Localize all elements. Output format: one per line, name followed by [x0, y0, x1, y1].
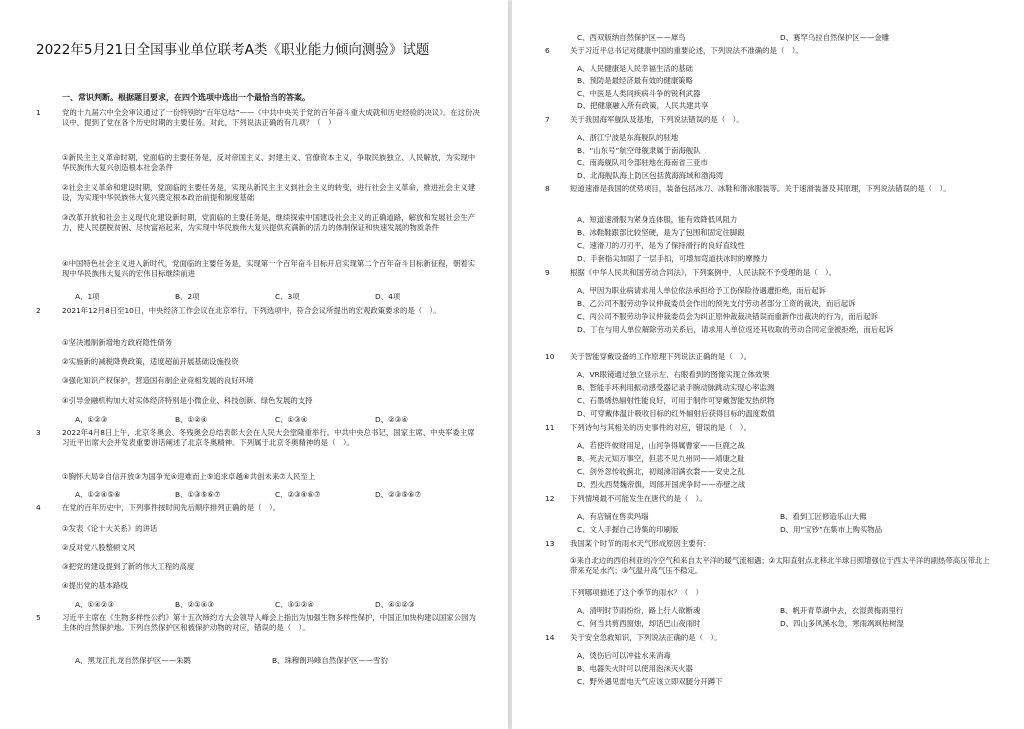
- option-a: A、人民健康是人民幸福生活的基础: [577, 64, 693, 73]
- option-a: A、清明时节雨纷纷，路上行人欲断魂: [577, 606, 701, 615]
- option-b: B、2项: [175, 292, 200, 301]
- option-c: C、③①②④: [275, 600, 315, 609]
- option-d: D、烈火西焚魏帝旗，周郎开国虎争时——赤壁之战: [577, 480, 746, 489]
- option-b: B、乙公司不服劳动争议仲裁委员会作出的预先支付劳动者部分工资的裁决，而后起诉: [577, 299, 856, 308]
- page-title: 2022年5月21日全国事业单位联考A类《职业能力倾向测验》试题: [36, 42, 430, 58]
- option-b: B、智能手环利用振动感受器记录手腕动脉跳动实现心率监测: [577, 383, 775, 392]
- question-number: 9: [545, 268, 550, 277]
- question-number: 13: [545, 539, 555, 548]
- option-a: A、VR眼镜通过独立显示左、右眼看到的图像实现立体效果: [577, 370, 770, 379]
- option-a: A、①②③: [75, 415, 108, 424]
- question-stem: 关于我国海军舰队及基地，下列说法错误的是（ ）。: [570, 115, 744, 124]
- option-c: C、丙公司不服劳动争议仲裁委员会为纠正原仲裁裁决错误而重新作出裁决的行为，而后起诉: [577, 312, 878, 321]
- option-a: A、①②④⑤⑥: [75, 490, 121, 499]
- option-d: D、②③④: [375, 415, 408, 424]
- option-b: B、“山东号”航空母舰隶属于南海舰队: [577, 146, 701, 155]
- question-number: 14: [545, 633, 555, 642]
- option-c: C、②③④⑥⑦: [275, 490, 321, 499]
- option-c: C、3项: [275, 292, 300, 301]
- question-stem: 在党的百年历史中，下列事件按时间先后顺序排列正确的是（ ）。: [62, 503, 281, 512]
- statement: ④中国特色社会主义进入新时代，党面临的主要任务是，实现第一个百年奋斗目标开启实现第二个百年奋斗目标新征程，朝着实现中华民族伟大复兴的宏伟目标继续前进: [62, 259, 476, 278]
- option-a: A、烫伤后可以冲盐水来消毒: [577, 651, 671, 660]
- option-b: B、①②④: [175, 415, 208, 424]
- question-number: 3: [36, 428, 41, 437]
- option-a: A、短道速滑服为紧身连体服，能有效降低风阻力: [577, 215, 738, 224]
- question-prompt: 下列哪项描述了这个季节的雨水？（ ）: [570, 588, 704, 597]
- question-stem: 习近平主席在《生物多样性公约》第十五次缔约方大会领导人峰会上指出为加强生物多样性保护，中国正加快构建以国家公园为主体的自然保护地。下列自然保护区和被保护动物的对应，错误的是（ ）。: [62, 613, 476, 632]
- question-number: 11: [545, 423, 555, 432]
- statement: ①新民主主义革命时期，党面临的主要任务是，反对帝国主义、封建主义、官僚资本主义，争取民族独立、人民解放，为实现中华民族伟大复兴创造根本社会条件: [62, 153, 476, 172]
- option-c: C、石墨烯热辐射性能良好，可用于制作可穿戴智能发热织物: [577, 396, 775, 405]
- option-d: D、用“宝钞”在集市上购买物品: [780, 525, 883, 534]
- statement: ③强化知识产权保护，营造国有制企业竞相发展的良好环境: [62, 376, 254, 385]
- question-number: 2: [36, 306, 41, 315]
- option-c: C、野外遇见雷电天气应该立即双腿分开蹲下: [577, 677, 723, 686]
- option-b: B、电器失火时可以使用泡沫灭火器: [577, 664, 693, 673]
- option-d: D、可穿戴体温计吸收目标的红外辐射后获得目标的温度数值: [577, 409, 775, 418]
- option-c: C、何当共剪西窗烛，却话巴山夜雨时: [577, 619, 701, 628]
- option-a: A、①④②③: [75, 600, 114, 609]
- question-stem: 下列情境最不可能发生在唐代的是（ ）。: [570, 494, 707, 503]
- option-d: D、手套指尖加固了一层手扣，可增加弯道扶冰时的摩擦力: [577, 254, 768, 263]
- option-b: B、看到工匠修造乐山大佛: [780, 512, 867, 521]
- option-c: C、南海舰队司令部驻地在海南省三亚市: [577, 158, 708, 167]
- option-c: C、西双版纳自然保护区——犀鸟: [577, 33, 686, 42]
- statement: ②实施新的减税降费政策，适度超前开展基础设施投资: [62, 357, 239, 366]
- question-number: 10: [545, 352, 555, 361]
- option-d: D、把健康融入所有政策，人民共建共享: [577, 101, 709, 110]
- option-d: D、②③⑤⑥⑦: [375, 490, 422, 499]
- option-a: A、浙江宁波是东海舰队的驻地: [577, 133, 679, 142]
- option-d: D、丁在与用人单位解除劳动关系后，请求用人单位返还其收取的劳动合同定金被拒绝，而后起诉: [577, 325, 894, 334]
- statement: ④提出党的基本路线: [62, 581, 128, 590]
- option-b: B、帆开青草湖中去，衣湿黄梅雨里行: [780, 606, 904, 615]
- section-heading: 一、常识判断。根据题目要求，在四个选项中选出一个最恰当的答案。: [62, 93, 310, 102]
- question-stem: 关于智能穿戴设备的工作原理下列说法正确的是（ ）。: [570, 352, 752, 361]
- question-number: 8: [545, 184, 550, 193]
- option-d: D、④①②③: [375, 600, 415, 609]
- question-stem: 2021年12月8日至10日，中央经济工作会议在北京举行。下列选项中，符合会议所提出的宏观政策要求的是（ ）。: [62, 306, 441, 315]
- question-number: 1: [36, 108, 41, 117]
- page-left: [0, 0, 508, 729]
- option-c: C、①③④: [275, 415, 308, 424]
- option-d: D、赛罕乌拉自然保护区——金雕: [780, 33, 890, 42]
- question-number: 5: [36, 613, 41, 622]
- question-number: 7: [545, 115, 550, 124]
- statement: ①胸怀大局②自信开放③为国争光④迎难而上⑤追求卓越⑥共创未来⑦人民至上: [62, 472, 316, 481]
- option-b: B、冰鞋鞋跟部比较坚硬，是为了包围和固定住脚跟: [577, 228, 745, 237]
- question-stem: 我国某个时节的雨水天气形成原因主要有：: [570, 539, 711, 548]
- question-number: 4: [36, 503, 41, 512]
- question-stem: 2022年4月8日上午，北京冬奥会、冬残奥会总结表彰大会在人民大会堂隆重举行。中共中央总书记、国家主席、中央军委主席习近平出席大会并发表重要讲话阐述了北京冬奥精神。下列属于北京冬奥精神的是（ ）。: [62, 428, 475, 447]
- option-c: C、剑外忽传收蓟北，初闻涕泪满衣裳——安史之乱: [577, 467, 745, 476]
- option-a: A、黑龙江扎龙自然保护区——朱鹮: [75, 656, 191, 665]
- question-stem: 短道速滑是我国的优势项目，装备包括冰刀、冰鞋和滑冰服装等。关于速滑装备及其原理，下列说法错误的是（ ）。: [570, 184, 951, 193]
- question-number: 6: [545, 46, 550, 55]
- statement: ②反对党八股整顿文风: [62, 543, 136, 552]
- question-stem: 根据《中华人民共和国劳动合同法》，下列案例中，人民法院不予受理的是（ ）。: [570, 268, 837, 277]
- statement: ②社会主义革命和建设时期，党面临的主要任务是，实现从新民主主义到社会主义的转变，进行社会主义革命，推进社会主义建设，为实现中华民族伟大复兴奠定根本政治前提和制度基础: [62, 183, 476, 202]
- statement: ③改革开放和社会主义现代化建设新时期，党面临的主要任务是，继续探索中国建设社会主义的正确道路，解放和发展社会生产力，使人民摆脱贫困、尽快富裕起来，为实现中华民族伟大复兴提供充满新的活力的体制保证和快速发展的物质条件: [62, 213, 476, 232]
- question-number: 12: [545, 494, 555, 503]
- question-stem: 下列诗句与其相关的历史事件的对应，错误的是（ ）。: [570, 423, 752, 432]
- option-b: B、珠穆朗玛峰自然保护区——雪豹: [272, 656, 388, 665]
- option-a: A、甲因为职业病请求用人单位依法承担给予工伤保险待遇遭拒绝，而后起诉: [577, 286, 826, 295]
- statement: ③把党的建设提到了新的伟大工程的高度: [62, 562, 195, 571]
- option-c: C、中医是人类同疾病斗争的锐利武器: [577, 89, 701, 98]
- question-stem: 关于习近平总书记对健康中国的重要论述，下列说法不准确的是（ ）。: [570, 46, 803, 55]
- page-right: [512, 0, 1024, 729]
- option-d: D、4项: [375, 292, 401, 301]
- option-a: A、1项: [75, 292, 100, 301]
- option-c: C、文人手握自己诗集的印刷版: [577, 525, 679, 534]
- statement: ①来自北边的西伯利亚的冷空气和来自太平洋的暖气流相遇；②太阳直射点北移北半球日照增强位于西太平洋的副热带高压带北上带来充足水汽；③气温升高气压不稳定。: [570, 556, 990, 575]
- statement: ①发表《论十大关系》的讲话: [62, 524, 158, 533]
- option-d: D、四山多风溪水急，寒雨飒飒枯树湿: [780, 619, 904, 628]
- statement: ④引导金融机构加大对实体经济特别是小微企业、科技创新、绿色发展的支持: [62, 396, 313, 405]
- option-a: A、若使许攸财用足，山河争得属曹家——巨鹿之战: [577, 441, 745, 450]
- option-b: B、预防是最经济最有效的健康策略: [577, 76, 693, 85]
- option-a: A、有店铺在售卖玛瑙: [577, 512, 649, 521]
- option-d: D、北海舰队海上防区包括黄海海域和渤海湾: [577, 171, 724, 180]
- option-b: B、①③⑤⑥⑦: [175, 490, 221, 499]
- statement: ①坚决遏制新增地方政府隐性债务: [62, 338, 173, 347]
- option-b: B、②①④③: [175, 600, 214, 609]
- option-c: C、速滑刀的刀刃平，是为了保持滑行的良好直线性: [577, 241, 745, 250]
- question-stem: 关于安全急救知识，下列说法正确的是（ ）。: [570, 633, 722, 642]
- option-b: B、死去元知万事空，但悲不见九州同——靖康之耻: [577, 454, 745, 463]
- question-stem: 党的十九届六中全会审议通过了一份特别的“百年总结”——《中共中央关于党的百年奋斗重大成就和历史经验的决议》。在这份决议中，提到了党在各个历史时期的主要任务。对此，下列说法正确的有几项？（ ）: [62, 108, 480, 127]
